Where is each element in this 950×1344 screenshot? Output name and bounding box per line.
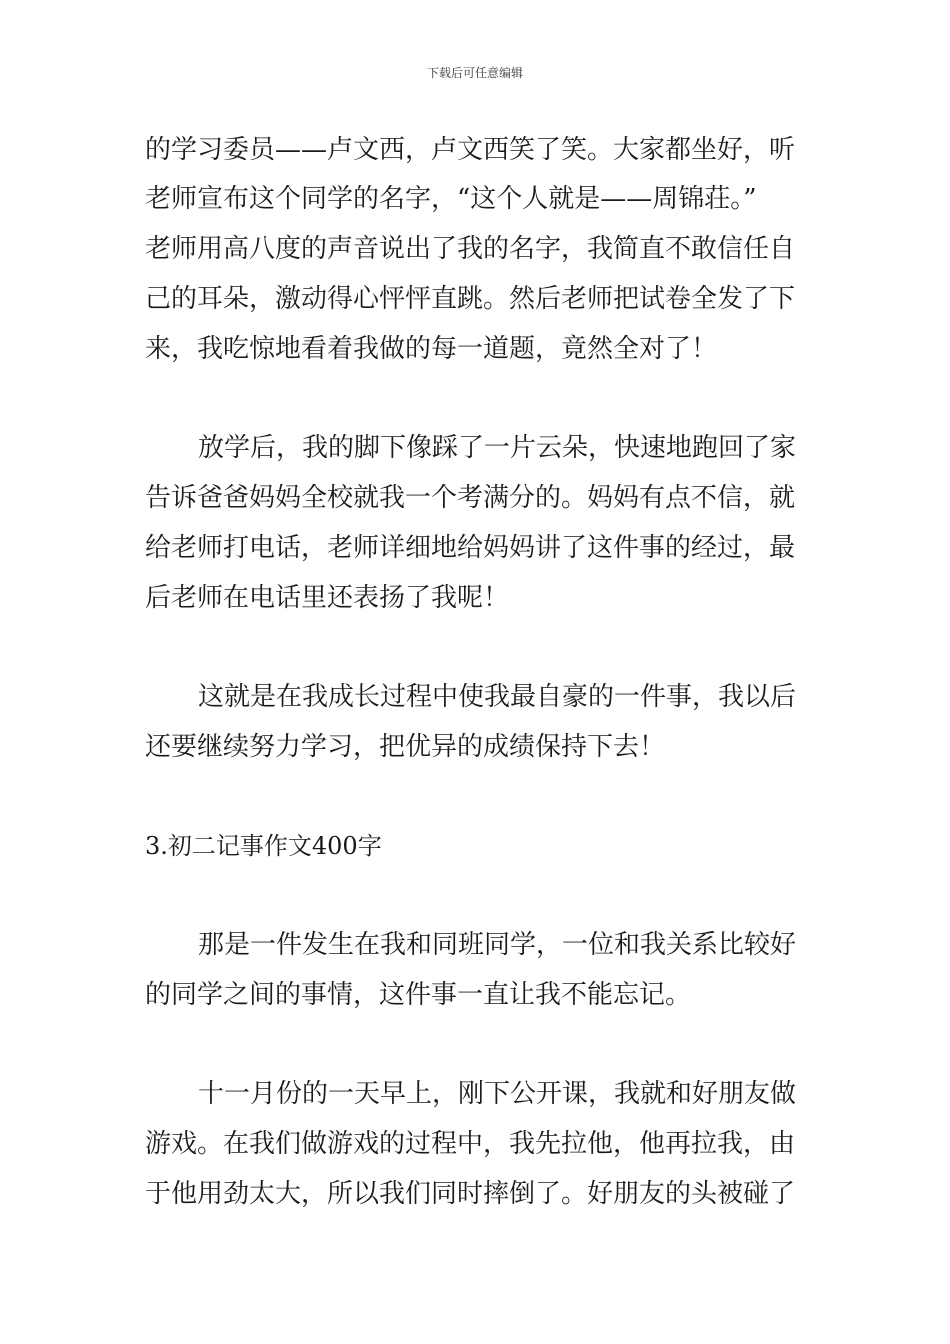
paragraph-3-line-1: 这就是在我成长过程中使我最自豪的一件事，我以后: [198, 682, 797, 712]
paragraph-3-line-2: 还要继续努力学习，把优异的成绩保持下去！: [145, 732, 666, 762]
paragraph-4-line-1: 那是一件发生在我和同班同学，一位和我关系比较好: [198, 930, 797, 960]
section-heading: 3.初二记事作文400字: [145, 832, 382, 860]
paragraph-1-line-3: 老师用高八度的声音说出了我的名字，我简直不敢信任自: [145, 234, 796, 264]
paragraph-2-line-4: 后老师在电话里还表扬了我呢！: [145, 583, 510, 613]
paragraph-1-line-5: 来，我吃惊地看着我做的每一道题，竟然全对了！: [145, 334, 718, 364]
paragraph-1-line-4: 己的耳朵，激动得心怦怦直跳。然后老师把试卷全发了下: [145, 284, 796, 314]
paragraph-5-line-3: 于他用劲太大，所以我们同时摔倒了。好朋友的头被碰了: [145, 1179, 796, 1209]
paragraph-2-line-1: 放学后，我的脚下像踩了一片云朵，快速地跑回了家: [198, 433, 797, 463]
paragraph-1-line-1: 的学习委员——卢文西，卢文西笑了笑。大家都坐好，听: [145, 135, 796, 165]
paragraph-2-line-2: 告诉爸爸妈妈全校就我一个考满分的。妈妈有点不信，就: [145, 483, 796, 513]
paragraph-5-line-2: 游戏。在我们做游戏的过程中，我先拉他，他再拉我，由: [145, 1129, 796, 1159]
paragraph-1-line-2: 老师宣布这个同学的名字，“这个人就是——周锦荘。”: [145, 184, 757, 214]
page-header-note: 下载后可任意编辑: [426, 66, 523, 80]
paragraph-4-line-2: 的同学之间的事情，这件事一直让我不能忘记。: [145, 980, 692, 1010]
paragraph-5-line-1: 十一月份的一天早上，刚下公开课，我就和好朋友做: [198, 1079, 797, 1109]
paragraph-2-line-3: 给老师打电话，老师详细地给妈妈讲了这件事的经过，最: [145, 533, 796, 563]
